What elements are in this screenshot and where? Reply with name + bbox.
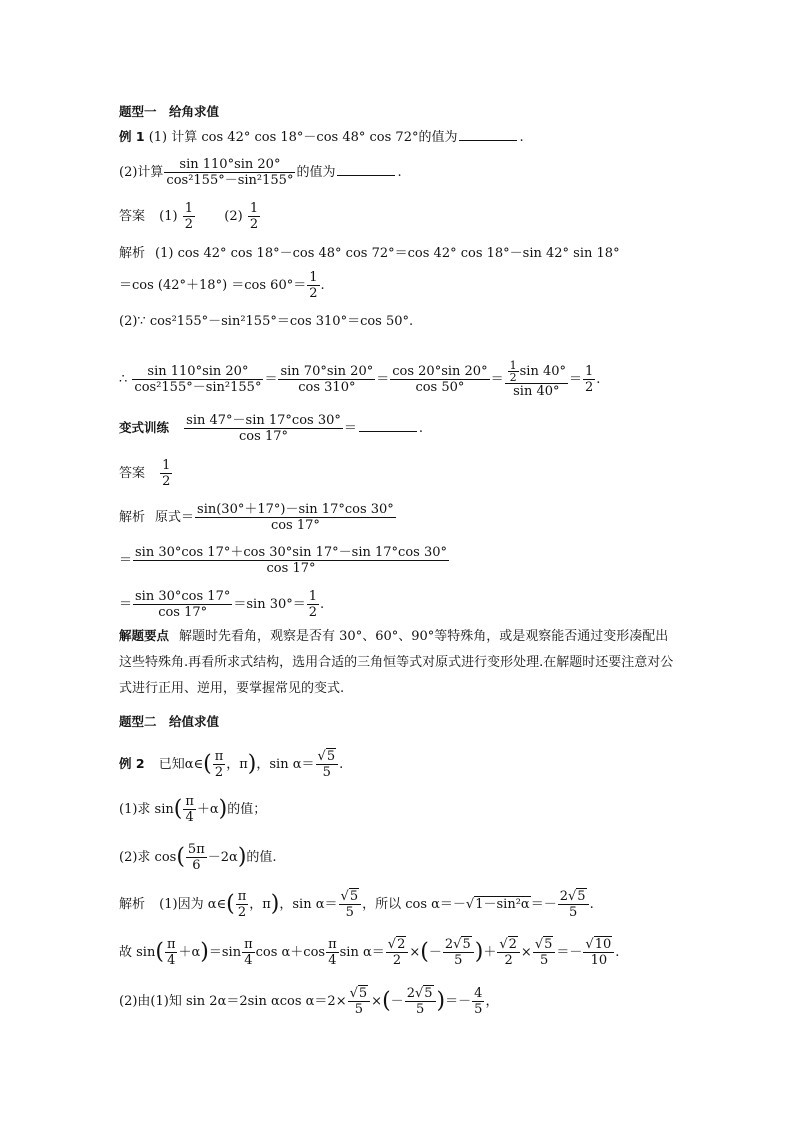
variant-answer [119, 458, 173, 489]
fraction-half [160, 458, 172, 489]
given-text: 已知α∈ [158, 757, 204, 772]
equals: ＝ [569, 372, 583, 387]
radicand: 5 [326, 749, 336, 764]
example-2-given: 例 2 已知α∈( $\frac{\pi}{2}$ ，π)，sin α＝ $\frac{√5}{5}$ . [119, 749, 344, 780]
solution-text: ，所以 cos α＝－ [362, 897, 466, 912]
q2-suffix: 的值为 [296, 165, 336, 180]
radicand: 5 [577, 889, 586, 904]
fraction [326, 937, 339, 968]
denominator: 2 [497, 952, 520, 968]
radicand: 10 [594, 937, 612, 952]
denominator: 4 [165, 952, 178, 968]
radicand: 5 [462, 937, 471, 952]
period: . [320, 597, 325, 612]
denominator: 6 [186, 857, 207, 873]
fraction-half [583, 364, 595, 395]
denominator: cos²155°－sin²155° [134, 380, 262, 395]
solution-label: 解析 [119, 897, 146, 912]
numerator: sin 47°－sin 17°cos 30° [186, 413, 341, 428]
solution-label: 解析 [119, 510, 146, 525]
denominator: 5 [348, 1001, 371, 1017]
numerator [505, 360, 568, 383]
variant-label: 变式训练 [119, 420, 170, 435]
fraction [472, 986, 484, 1017]
period: . [596, 372, 601, 387]
answer-label: 答案 [119, 209, 146, 224]
example-2-solution-3: (2)由(1)知 sin 2α＝2sin αcos α＝2× $\frac{√5}{5}$ ×(－ $\frac{2√5}{5}$ )＝－ $\frac{4}{5}$ ， [119, 986, 499, 1017]
fraction [242, 937, 255, 968]
denominator: sin 40° [505, 383, 568, 399]
original-expression: 原式＝ [155, 510, 195, 525]
numerator: √5 [349, 986, 368, 1001]
equals: ＝ [556, 945, 570, 960]
period: . [589, 897, 594, 912]
answer-blank [359, 431, 417, 432]
question-text: (1)求 sin [119, 802, 174, 817]
numerator: 5π [187, 842, 205, 857]
fraction [558, 889, 589, 920]
denominator: 5 [339, 904, 362, 920]
radicand: 5 [358, 986, 368, 1001]
numerator: √2 [499, 937, 517, 952]
period: . [615, 945, 620, 960]
denominator: 5 [316, 764, 339, 780]
period: . [339, 757, 344, 772]
denominator: 4 [326, 952, 339, 968]
example-1-answer [119, 201, 261, 232]
numerator: π [328, 937, 337, 952]
therefore-symbol: ∴ [119, 372, 128, 387]
period: . [320, 278, 325, 293]
fraction [497, 937, 520, 968]
example-2-q2: (2)求 cos( $\frac{5\pi}{6}$ －2α)的值. [119, 842, 277, 873]
equals: ＝ [490, 372, 504, 387]
denominator: 5 [558, 904, 589, 920]
example-1-solution-1 [119, 246, 620, 262]
solution-text: (1) cos 42° cos 18°－cos 48° cos 72°＝cos 42° cos 18°－sin 42° sin 18° [155, 246, 620, 261]
solution-text: ，sin α＝ [279, 897, 338, 912]
denominator: cos 310° [278, 379, 375, 395]
denominator: 5 [443, 952, 474, 968]
example-1-solution-2 [119, 270, 325, 301]
fraction [195, 502, 396, 533]
numerator: √5 [317, 749, 336, 764]
numerator: sin 30°cos 17°＋cos 30°sin 17°－sin 17°cos 30° [135, 545, 448, 560]
denominator: cos 50° [390, 379, 489, 395]
solution-text: cos α＋cos [255, 945, 326, 960]
numerator: 1 [509, 359, 517, 372]
denominator: cos 17° [133, 560, 449, 576]
interval-end: ，π [249, 897, 271, 912]
solution-text: sin α＝ [339, 945, 385, 960]
numerator: sin 110°sin 20° [147, 364, 249, 379]
numerator: π [237, 889, 247, 904]
radicand: 2 [397, 937, 406, 952]
fraction [443, 937, 474, 968]
numerator: 1 [162, 458, 171, 473]
numerator: sin 30°cos 17° [135, 589, 231, 604]
numerator: π [244, 937, 253, 952]
numerator: 1 [184, 201, 193, 216]
denominator: 10 [583, 952, 614, 968]
numerator: √5 [340, 889, 359, 904]
denominator: 2 [308, 605, 318, 620]
question-text: 的值； [227, 802, 267, 817]
question-text: ＋α [196, 802, 219, 817]
example-1-label: 例 1 [119, 129, 145, 144]
section-title-2: 题型二 给值求值 [119, 714, 220, 729]
solution-text: ＝cos (42°＋18°) ＝cos 60°＝ [119, 278, 307, 293]
minus: － [390, 994, 404, 1009]
equals: ＝ [264, 372, 278, 387]
period: . [418, 421, 424, 436]
equals: ＝ [119, 553, 133, 568]
numerator: 2√5 [406, 986, 433, 1001]
fraction [183, 794, 196, 825]
equals: ＝ [119, 597, 133, 612]
numerator: 1 [308, 589, 318, 604]
plus: ＋ [483, 945, 497, 960]
denominator: 4 [242, 952, 255, 968]
fraction [405, 986, 436, 1017]
example-1-solution-4 [119, 360, 600, 399]
variant-solution-2 [119, 545, 450, 576]
times: × [371, 994, 383, 1009]
radicand: 1－sin²α [475, 897, 530, 912]
period: . [519, 130, 524, 145]
solution-text: ＝sin [208, 945, 242, 960]
solution-text: (2)由(1)知 sin 2α＝2sin αcos α＝2× [119, 994, 347, 1009]
solution-text: (1)因为 α∈ [159, 897, 227, 912]
fraction [390, 364, 489, 395]
fraction [348, 986, 371, 1017]
variant-solution-1 [119, 502, 397, 533]
fraction-half [183, 201, 195, 232]
numerator: 2√5 [444, 937, 471, 952]
example-1-q1 [119, 129, 524, 146]
numerator-rest: sin 40° [519, 364, 566, 379]
denominator: 5 [405, 1001, 436, 1017]
numerator: 1 [309, 270, 318, 285]
question-text: 的值. [246, 850, 277, 865]
equals: ＝ [343, 421, 357, 436]
fraction [339, 889, 362, 920]
example-1-q1-text: (1) 计算 cos 42° cos 18°－cos 48° cos 72°的值为 [148, 130, 458, 145]
fraction [165, 937, 178, 968]
denominator: 2 [213, 764, 226, 780]
numerator: sin 70°sin 20° [280, 364, 374, 379]
denominator: 2 [162, 474, 171, 489]
numerator: π [214, 749, 224, 764]
example-2-solution-2: 故 sin( $\frac{\pi}{4}$ ＋α)＝sin $\frac{\pi}{4}$ cos α＋cos $\frac{\pi}{4}$ sin α＝ $\frac{√2}{2}$ ×(－ $\frac{2√5}{5}$ )＋ $\frac{√2}{2}$ × $\frac{√5}{5}$ ＝－ $\frac{√10}{10}$ . [119, 937, 620, 968]
numerator: π [185, 794, 194, 809]
solution-text: ＋α [178, 945, 201, 960]
example-2-solution-1: 解析 (1)因为 α∈( $\frac{\pi}{2}$ ，π)，sin α＝ $\frac{√5}{5}$ ，所以 cos α＝－√1－sin²α＝－ $\frac{2√5}{5}$ . [119, 889, 594, 920]
example-2-label: 例 2 [119, 756, 145, 771]
fraction [184, 413, 343, 444]
fraction [386, 937, 409, 968]
fraction [533, 937, 556, 968]
interval-end: ，π [226, 757, 248, 772]
example-1-solution-3: (2)∵ cos²155°－sin²155°＝cos 310°＝cos 50°. [119, 314, 414, 329]
denominator: 2 [236, 904, 249, 920]
answer-part-1: (1) [159, 209, 178, 224]
given-text: ，sin α＝ [256, 757, 315, 772]
fraction-half [248, 201, 260, 232]
fraction [164, 157, 295, 188]
answer-blank [459, 140, 517, 141]
denominator: cos 17° [195, 517, 396, 533]
solution-text: ＝－ [530, 897, 557, 912]
denominator: 2 [249, 217, 259, 232]
denominator: 2 [509, 371, 517, 384]
fraction [132, 364, 263, 395]
numerator: sin(30°＋17°)－sin 17°cos 30° [197, 502, 394, 517]
key-points-text: 解题时先看角，观察是否有 30°、60°、90°等特殊角，或是观察能否通过变形凑配出这些特殊角.再看所求式结构，选用合适的三角恒等式对原式进行变形处理.在解题时还要注意对公式进行正用、逆用，要掌握常见的变式. [119, 629, 674, 696]
fraction [133, 545, 449, 576]
fraction [583, 937, 614, 968]
answer-label: 答案 [119, 466, 146, 481]
key-points-label: 解题要点 [119, 628, 170, 643]
question-text: (2)求 cos [119, 850, 177, 865]
fraction [213, 749, 226, 780]
denominator: 5 [474, 1002, 483, 1017]
denominator: cos 17° [133, 604, 232, 620]
comma: ， [485, 994, 499, 1009]
radicand: 5 [424, 986, 433, 1001]
denominator: 4 [183, 809, 196, 825]
fraction [236, 889, 249, 920]
minus: － [428, 945, 442, 960]
numerator: 4 [474, 986, 483, 1001]
fraction [316, 749, 339, 780]
fraction-half [307, 270, 319, 301]
fraction [186, 842, 207, 873]
example-2-q1: (1)求 sin( $\frac{\pi}{4}$ ＋α)的值； [119, 794, 267, 825]
denominator: 2 [309, 286, 318, 301]
numerator: √2 [387, 937, 406, 952]
denominator: cos 17° [184, 428, 343, 444]
denominator: 5 [533, 952, 556, 968]
example-1-q2 [119, 157, 402, 188]
fraction-half [307, 589, 319, 620]
radicand: 2 [508, 937, 517, 952]
denominator: 2 [585, 380, 594, 395]
numerator: π [166, 937, 176, 952]
fraction-half [508, 360, 519, 383]
period: . [397, 165, 402, 180]
radicand: 5 [544, 937, 553, 952]
fraction [278, 364, 375, 395]
variant-question [119, 413, 423, 444]
numerator: √10 [585, 937, 612, 952]
times: × [409, 945, 421, 960]
denominator: 2 [386, 952, 409, 968]
variant-solution-3 [119, 589, 324, 620]
numerator: 2√5 [559, 889, 586, 904]
solution-text: ＝－ [445, 994, 472, 1009]
answer-part-2: (2) [224, 209, 243, 224]
coefficient: 2 [444, 937, 454, 952]
coefficient: 2 [406, 986, 415, 1001]
section-title-1: 题型一 给角求值 [119, 104, 220, 119]
equals: ＝ [376, 372, 390, 387]
times: × [520, 945, 532, 960]
fraction-nested [505, 360, 568, 399]
denominator: cos²155°－sin²155° [166, 173, 294, 188]
solution-label: 解析 [119, 246, 146, 261]
numerator: sin 110°sin 20° [179, 157, 281, 172]
numerator: √5 [534, 937, 553, 952]
numerator: cos 20°sin 20° [392, 364, 488, 379]
numerator: 1 [585, 364, 594, 379]
denominator: 2 [184, 217, 193, 232]
key-points-paragraph [119, 623, 679, 702]
minus: － [569, 945, 583, 960]
question-text: －2α [207, 850, 238, 865]
q2-prefix: (2)计算 [119, 165, 164, 180]
coefficient: 2 [559, 889, 568, 904]
radicand: 5 [349, 889, 359, 904]
solution-text: 故 sin [119, 945, 156, 960]
answer-blank [337, 175, 395, 176]
fraction [133, 589, 232, 620]
solution-text: ＝sin 30°＝ [233, 597, 306, 612]
numerator: 1 [249, 201, 259, 216]
